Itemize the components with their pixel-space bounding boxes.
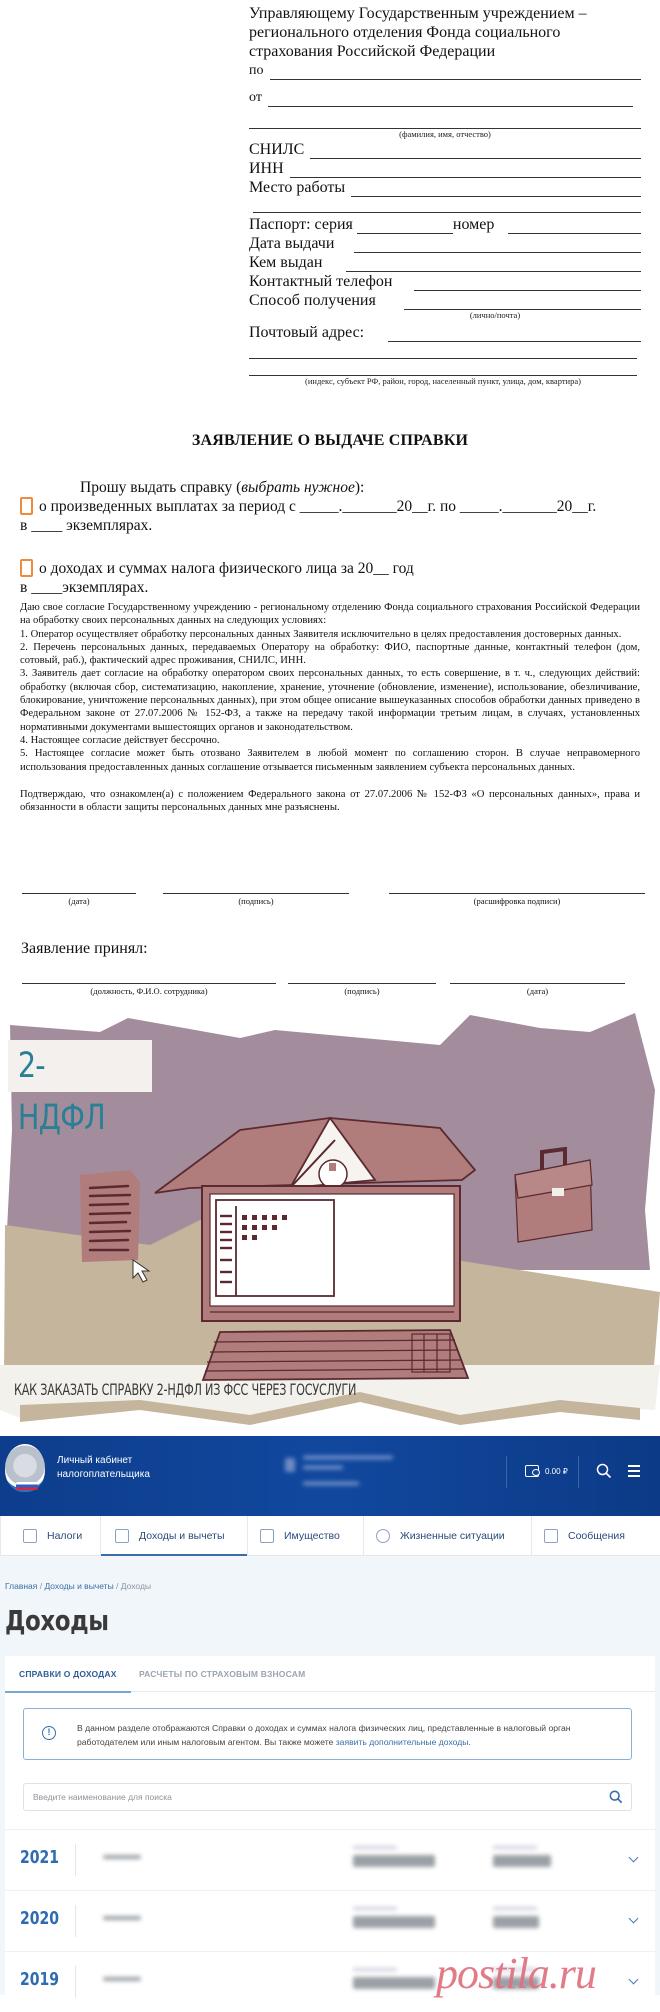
consent-text: Даю свое согласие Государственному учреждению - региональному отделению Фонда социального страхования Российской Федерации на обработку своих персональных данных на следующих условиях: 1. Оператор осуществляет обработку персональных данных Заявителя исключительно в целях предоставления достоверных данных. 2. Перечень персональных данных, передаваемых Оператору на обработку: ФИО, паспортные данные, контактный телефон (дом, сотовый, раб.), фактический адрес проживания, СНИЛС, ИНН. 3. Заявитель дает согласие на обработку оператором своих персональных данных, то есть совершение, в т. ч., следующих действий: обработку (включая сбор, систематизацию, накопление, хранение, уточнение (обновление, изменение), использование, обезличивание, блокирование, уничтожение персональных данных), при этом общее описание вышеуказанных способов обработки данных приведено в Федеральном законе от 27.07.2006 № 152-ФЗ, а также на передачу такой информации третьим лицам, в случаях, установленных нормативными документами вышестоящих органов и законодательством. 4. Настоящее согласие действует бессрочно. 5. Настоящее согласие может быть отозвано Заявителем в любой момент по соглашению сторон. В случае неправомерного использования предоставленных данных соглашение отзывается письменным заявлением субъекта персональных данных. Подтверждаю, что ознакомлен(а) с положением Федерального закона от 27.07.2006 № 152-ФЗ «О персональных данных», права и обязанности в области защиты персональных данных мне разъяснены. xyxy=(20,602,640,814)
year-row-2020[interactable]: 2020 xyxy=(5,1890,655,1951)
inn-field: ИНН xyxy=(249,159,641,178)
taxpayer-cabinet xyxy=(0,1436,660,1995)
option-income: о доходах и суммах налога физического лица за 20__ год xyxy=(20,559,640,578)
info-notice: ! В данном разделе отображаются Справки о доходах и суммах налога физических лиц, представленные в налоговый орган работодателем или иным налоговым агентом. Вы также можете заявить дополнительные доходы. xyxy=(23,1708,632,1760)
wallet-icon xyxy=(525,1465,539,1477)
workplace-line-2 xyxy=(253,197,641,213)
option-payments: о произведенных выплатах за период с _____._______20__г. по _____._______20__г. xyxy=(20,497,640,516)
flag-icon xyxy=(16,1482,38,1490)
page-title: Доходы xyxy=(5,1604,109,1637)
chevron-down-icon[interactable] xyxy=(629,1914,639,1924)
po-field: по xyxy=(249,61,641,80)
property-icon xyxy=(260,1529,274,1543)
delivery-field: Способ получения xyxy=(249,291,641,310)
postal-line-3 xyxy=(249,359,637,376)
decode-signature-line: (расшифровка подписи) xyxy=(389,893,645,906)
income-copies: в ____экземплярах. xyxy=(20,579,149,596)
header-bar xyxy=(0,1436,660,1516)
user-profile-blurred[interactable] xyxy=(285,1452,395,1492)
chevron-down-icon[interactable] xyxy=(629,1853,639,1863)
income-search xyxy=(23,1783,632,1811)
nav-item-messages[interactable]: Сообщения xyxy=(531,1516,660,1556)
request-intro: Прошу выдать справку (выбрать нужное): xyxy=(80,479,365,496)
watermark: postila.ru xyxy=(436,1949,596,1998)
income-tabs xyxy=(5,1656,655,1692)
snils-field: СНИЛС xyxy=(249,140,641,159)
delivery-caption: (лично/почта) xyxy=(469,310,521,320)
income-card xyxy=(5,1656,655,1995)
income-checkbox[interactable] xyxy=(20,559,33,577)
nav-item-income-deductions[interactable]: Доходы и вычеты xyxy=(100,1516,247,1556)
staff-signatures xyxy=(20,983,640,1003)
nav-item-life-situations[interactable]: Жизненные ситуации xyxy=(363,1516,531,1556)
addressee-line: Управляющему Государственным учреждением – xyxy=(249,5,587,22)
tab-insurance-calculations[interactable]: РАСЧЕТЫ ПО СТРАХОВЫМ ВЗНОСАМ xyxy=(139,1669,306,1679)
breadcrumb-current: Доходы xyxy=(120,1581,152,1591)
addressee-line: страхования Российской Федерации xyxy=(249,43,496,60)
year-row-2019[interactable]: 2019 xyxy=(5,1951,655,2012)
addressee-line: регионального отделения Фонда социального xyxy=(249,24,561,41)
ndfl-badge: 2-НДФЛ xyxy=(8,1040,152,1092)
staff-signature-line: (подпись) xyxy=(288,983,436,996)
nav-item-taxes[interactable]: Налоги xyxy=(0,1516,100,1556)
breadcrumb-home[interactable]: Главная xyxy=(5,1581,38,1591)
info-icon: ! xyxy=(42,1726,56,1740)
request-block xyxy=(20,478,640,597)
breadcrumb-income-deductions[interactable]: Доходы и вычеты xyxy=(44,1581,114,1591)
date-signature-line: (дата) xyxy=(22,893,136,906)
search-icon[interactable] xyxy=(609,1790,623,1804)
chevron-down-icon[interactable] xyxy=(629,1975,639,1985)
declare-additional-income-link[interactable]: заявить дополнительные доходы xyxy=(335,1737,469,1747)
fio-caption: (фамилия, имя, отчество) xyxy=(399,129,491,139)
accepted-label: Заявление принял: xyxy=(21,940,148,957)
workplace-field: Место работы xyxy=(249,178,641,197)
staff-date-line: (дата) xyxy=(450,983,625,996)
nav-item-property[interactable]: Имущество xyxy=(247,1516,363,1556)
breadcrumb: Главная / Доходы и вычеты / Доходы xyxy=(5,1581,152,1591)
phone-field: Контактный телефон xyxy=(249,272,641,291)
tab-income-certificates[interactable]: СПРАВКИ О ДОХОДАХ xyxy=(19,1656,117,1692)
calculator-icon xyxy=(23,1529,37,1543)
ot-field: от xyxy=(249,88,633,107)
menu-icon[interactable] xyxy=(628,1465,640,1477)
search-input[interactable] xyxy=(24,1784,584,1810)
postal-line-2 xyxy=(249,342,637,359)
search-icon[interactable] xyxy=(596,1463,612,1479)
balance-button[interactable]: 0.00 ₽ xyxy=(525,1465,568,1477)
applicant-signatures xyxy=(20,893,645,917)
ruble-docs-icon xyxy=(115,1529,129,1543)
issued-by-field: Кем выдан xyxy=(249,253,641,272)
passport-field: Паспорт: серия номер xyxy=(249,215,641,234)
person-icon xyxy=(376,1529,390,1543)
signature-line: (подпись) xyxy=(163,893,349,906)
postal-caption: (индекс, субъект РФ, район, город, населенный пункт, улица, дом, квартира) xyxy=(305,376,581,386)
staff-position-line: (должность, Ф.И.О. сотрудника) xyxy=(22,983,276,996)
payments-copies: в ____ экземплярах. xyxy=(20,517,153,534)
envelope-icon xyxy=(544,1529,558,1543)
year-row-2021[interactable]: 2021 xyxy=(5,1829,655,1890)
document-title: ЗАЯВЛЕНИЕ О ВЫДАЧЕ СПРАВКИ xyxy=(191,432,469,449)
brand-title[interactable]: Личный кабинет налогоплательщика xyxy=(57,1455,150,1480)
addressee-block xyxy=(249,4,641,387)
postal-field: Почтовый адрес: xyxy=(249,323,641,342)
issue-date-field: Дата выдачи xyxy=(249,234,641,253)
fio-line xyxy=(249,109,641,129)
main-nav xyxy=(0,1516,660,1556)
payments-checkbox[interactable] xyxy=(20,497,33,515)
